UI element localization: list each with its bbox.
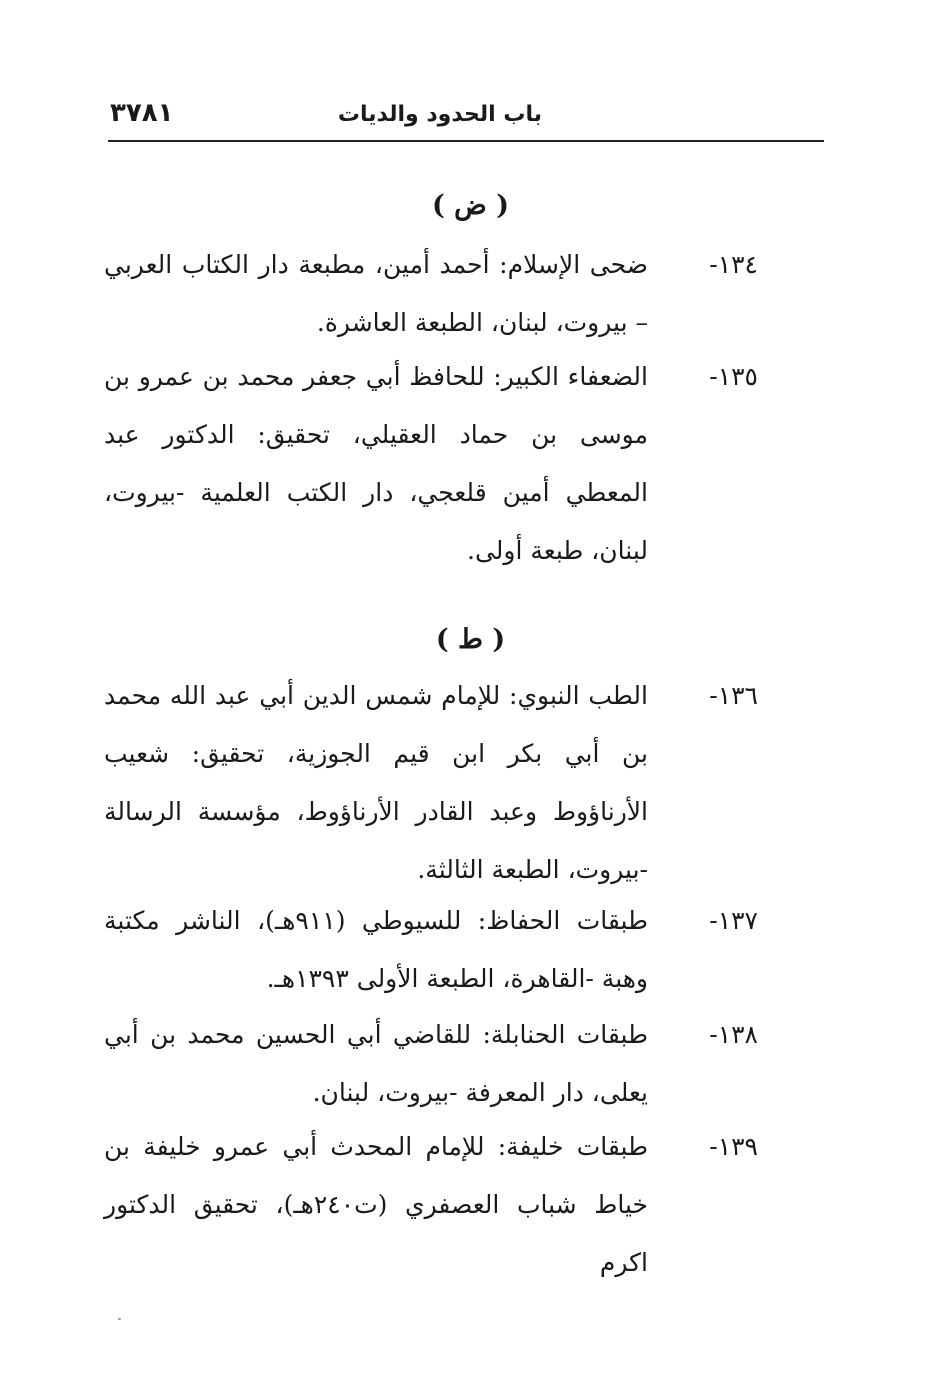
entry-text: الضعفاء الكبير: للحافظ أبي جعفر محمد بن عمرو بن موسى بن حماد العقيلي، تحقيق: الدكتور عبد المعطي أمين قلعجي، دار الكتب العلمية -بيروت، لبنان، طبعة أولى. <box>104 362 648 565</box>
entry-text: الطب النبوي: للإمام شمس الدين أبي عبد الله محمد بن أبي بكر ابن قيم الجوزية، تحقيق: شعيب الأرناؤوط وعبد القادر الأرناؤوط، مؤسسة الرسالة -بيروت، الطبعة الثالثة. <box>104 681 648 884</box>
running-header <box>108 96 824 142</box>
bibliography-entry-138 <box>104 1006 758 1122</box>
bibliography-entry-136 <box>104 667 758 899</box>
entry-number: ١٣٩- <box>709 1132 758 1161</box>
entry-number: ١٣٧- <box>709 906 758 935</box>
scan-speck <box>118 1318 121 1320</box>
entry-number: ١٣٨- <box>709 1020 758 1049</box>
chapter-title: باب الحدود والديات <box>337 102 542 127</box>
section-heading-ta: ( ط ) <box>435 624 506 655</box>
entry-text: طبقات خليفة: للإمام المحدث أبي عمرو خليفة بن خياط شباب العصفري (ت٢٤٠هـ)، تحقيق الدكتور اكرم <box>104 1132 648 1277</box>
bibliography-entry-134 <box>104 236 758 352</box>
page-number: ٣٧٨١ <box>110 98 174 128</box>
entry-number: ١٣٥- <box>709 362 758 391</box>
entry-number: ١٣٤- <box>709 250 758 279</box>
section-heading-dad: ( ض ) <box>432 190 509 221</box>
bibliography-entry-137 <box>104 892 758 1008</box>
entry-number: ١٣٦- <box>709 681 758 710</box>
entry-text: طبقات الحنابلة: للقاضي أبي الحسين محمد بن أبي يعلى، دار المعرفة -بيروت، لبنان. <box>104 1020 648 1107</box>
bibliography-entry-139 <box>104 1118 758 1292</box>
entry-text: طبقات الحفاظ: للسيوطي (٩١١هـ)، الناشر مكتبة وهبة -القاهرة، الطبعة الأولى ١٣٩٣هـ. <box>104 906 648 993</box>
bibliography-entry-135 <box>104 348 758 580</box>
entry-text: ضحى الإسلام: أحمد أمين، مطبعة دار الكتاب العربي – بيروت، لبنان، الطبعة العاشرة. <box>104 250 648 337</box>
